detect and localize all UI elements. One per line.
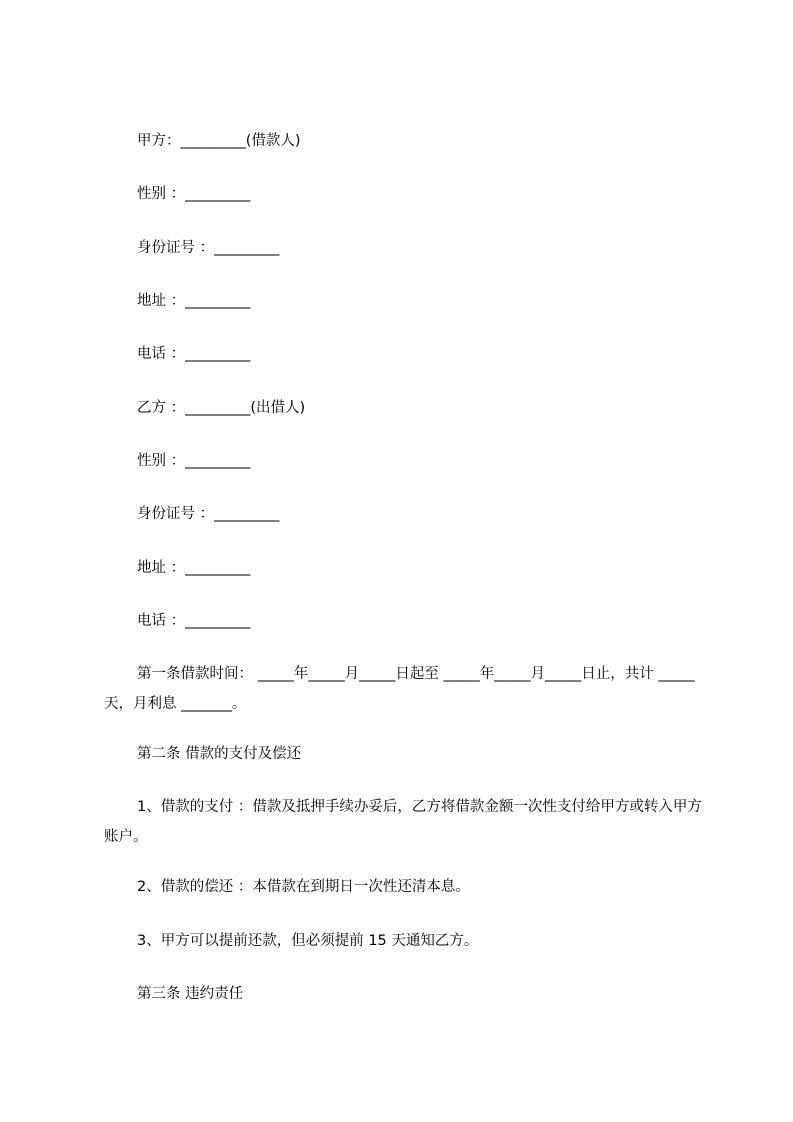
party-b-id-number: 身份证号 ：_________ bbox=[137, 506, 280, 522]
article-2-title: 第二条 借款的支付及偿还 bbox=[137, 746, 302, 762]
party-a-phone: 电话 ：_________ bbox=[137, 346, 251, 362]
article-1-paragraph bbox=[104, 659, 704, 719]
party-a-gender: 性别 ：_________ bbox=[137, 186, 251, 202]
party-b-line: 乙方 ：_________(出借人) bbox=[137, 400, 306, 416]
party-a-line: 甲方：_________(借款人) bbox=[137, 133, 301, 149]
party-b-address: 地址 ：_________ bbox=[137, 560, 251, 576]
party-a-address: 地址 ：_________ bbox=[137, 293, 251, 309]
party-b-gender: 性别 ：_________ bbox=[137, 453, 251, 469]
article-2-item-3: 3、甲方可以提前还款，但必须提前 15 天通知乙方。 bbox=[137, 933, 479, 949]
party-b-phone: 电话 ：_________ bbox=[137, 613, 251, 629]
article-2-item-2: 2、借款的偿还 ：本借款在到期日一次性还清本息。 bbox=[137, 879, 470, 895]
article-3-title: 第三条 违约责任 bbox=[137, 986, 244, 1002]
article-2-item-1-paragraph bbox=[104, 792, 704, 852]
article-2-item-1-text: 1、借款的支付 ：借款及抵押手续办妥后，乙方将借款金额一次性支付给甲方或转入甲方账户。 bbox=[104, 799, 702, 845]
party-a-id-number: 身份证号 ：_________ bbox=[137, 240, 280, 256]
article-1-text: 第一条借款时间： _____年_____月_____日起至 _____年_____月_____日止，共计 _____天，月利息 _______。 bbox=[104, 666, 695, 712]
